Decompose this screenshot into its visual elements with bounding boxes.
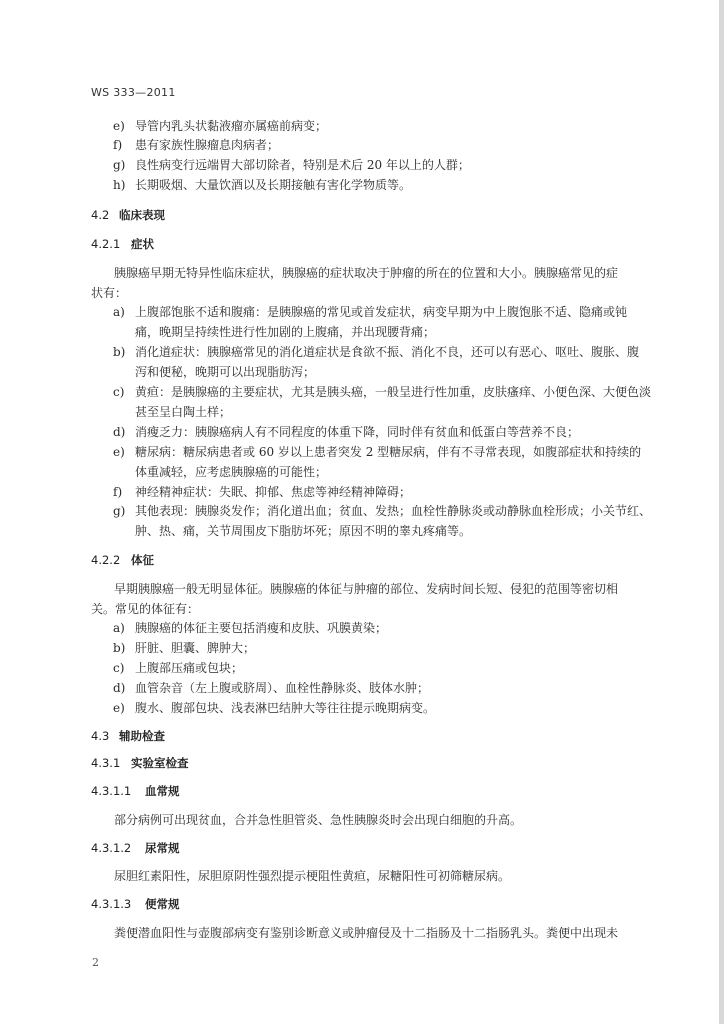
list-item: [113, 503, 651, 519]
section-number: 4.3.1: [91, 756, 121, 770]
item-label: b): [113, 641, 126, 655]
list-item: [113, 344, 639, 360]
item-text: 导管内乳头状黏液瘤亦属癌前病变；: [135, 119, 328, 133]
section-number: 4.2.1: [91, 237, 121, 251]
item-label: e): [113, 119, 125, 133]
list-item-continuation: 肿、热、痛，关节周围皮下脂肪坏死；原因不明的睾丸疼痛等。: [135, 524, 472, 538]
list-item: [113, 137, 279, 153]
running-header: WS 333—2011: [91, 86, 176, 99]
item-label: d): [113, 681, 126, 695]
item-label: g): [113, 504, 126, 518]
section-heading-4-3-1-2: [91, 840, 180, 856]
item-text: 胰腺癌的体征主要包括消瘦和皮肤、巩膜黄染；: [135, 621, 388, 635]
section-number: 4.3.1.2: [91, 841, 132, 855]
paragraph-line: 部分病例可出现贫血，合并急性胆管炎、急性胰腺炎时会出现白细胞的升高。: [114, 813, 523, 827]
section-title: 辅助检查: [119, 729, 165, 743]
list-item: [113, 444, 641, 460]
list-item-continuation: 泻和便秘，晚期可以出现脂肪泻；: [135, 365, 316, 379]
section-number: 4.3.1.3: [91, 897, 132, 911]
paragraph-line: 胰腺癌早期无特异性临床症状，胰腺癌的症状取决于肿瘤的所在的位置和大小。胰腺癌常见的症: [114, 266, 619, 280]
section-number: 4.2: [91, 208, 110, 222]
item-label: b): [113, 345, 126, 359]
list-item: [113, 680, 429, 696]
paragraph-line: 粪便潜血阳性与壶腹部病变有鉴别诊断意义或肿瘤侵及十二指肠及十二指肠乳头。粪便中出现未: [114, 926, 619, 940]
section-title: 临床表现: [119, 208, 165, 222]
list-item: [113, 484, 411, 500]
section-title: 便常规: [145, 897, 180, 911]
list-item: [113, 620, 387, 636]
list-item-continuation: 甚至呈白陶土样；: [135, 405, 232, 419]
section-number: 4.3: [91, 729, 110, 743]
paragraph-line: 早期胰腺癌一般无明显体征。胰腺癌的体征与肿瘤的部位、发病时间长短、侵犯的范围等密切相: [114, 582, 619, 596]
item-label: g): [113, 158, 126, 172]
item-label: d): [113, 425, 126, 439]
item-text: 长期吸烟、大量饮酒以及长期接触有害化学物质等。: [135, 178, 412, 192]
list-item: [113, 157, 470, 173]
list-item: [113, 640, 255, 656]
paragraph-line: 关。常见的体征有：: [91, 602, 200, 616]
section-heading-4-3-1: [91, 755, 189, 771]
list-item: [113, 384, 651, 400]
item-text: 神经精神症状：失眠、抑郁、焦虑等神经精神障碍；: [135, 485, 412, 499]
section-number: 4.2.2: [91, 553, 121, 567]
list-item-continuation: 痛，晚期呈持续性进行性加剧的上腹痛，并出现腰背痛；: [135, 325, 436, 339]
item-label: a): [113, 305, 125, 319]
paragraph-line: 状有：: [91, 286, 128, 300]
item-text: 消瘦乏力：胰腺癌病人有不同程度的体重下降，同时伴有贫血和低蛋白等营养不良；: [135, 425, 580, 439]
section-heading-4-2: [91, 207, 165, 223]
section-title: 实验室检查: [131, 756, 189, 770]
section-heading-4-3: [91, 728, 165, 744]
section-number: 4.3.1.1: [91, 784, 132, 798]
item-text: 黄疸：是胰腺癌的主要症状，尤其是胰头癌，一般呈进行性加重，皮肤瘙痒、小便色深、大便色淡: [135, 385, 652, 399]
list-item: [113, 700, 435, 716]
item-label: f): [113, 138, 123, 152]
item-text: 腹水、腹部包块、浅表淋巴结肿大等往往提示晚期病变。: [135, 701, 436, 715]
item-text: 肝脏、胆囊、脾肿大；: [135, 641, 256, 655]
item-text: 良性病变行远端胃大部切除者，特别是术后 20 年以上的人群；: [135, 158, 470, 172]
item-label: c): [113, 385, 125, 399]
item-label: h): [113, 178, 126, 192]
list-item: [113, 177, 411, 193]
item-text: 其他表现：胰腺炎发作；消化道出血；贫血、发热；血栓性静脉炎或动静脉血栓形成；小关节红、: [135, 504, 652, 518]
item-label: f): [113, 485, 123, 499]
page-number: 2: [92, 956, 99, 969]
item-text: 糖尿病：糖尿病患者或 60 岁以上患者突发 2 型糖尿病，伴有不寻常表现，如腹部症状和持续的: [135, 445, 642, 459]
item-text: 上腹部压痛或包块；: [135, 661, 244, 675]
section-title: 症状: [131, 237, 154, 251]
list-item: [113, 660, 243, 676]
item-text: 消化道症状：胰腺癌常见的消化道症状是食欲不振、消化不良，还可以有恶心、呕吐、腹胀、腹: [135, 345, 640, 359]
item-text: 患有家族性腺瘤息肉病者；: [135, 138, 280, 152]
section-heading-4-3-1-1: [91, 783, 180, 799]
section-heading-4-3-1-3: [91, 896, 180, 912]
item-label: e): [113, 701, 125, 715]
list-item: [113, 424, 579, 440]
section-title: 血常规: [145, 784, 180, 798]
item-label: a): [113, 621, 125, 635]
item-label: c): [113, 661, 125, 675]
item-text: 上腹部饱胀不适和腹痛：是胰腺癌的常见或首发症状，病变早期为中上腹饱胀不适、隐痛或钝: [135, 305, 628, 319]
item-label: e): [113, 445, 125, 459]
list-item-continuation: 体重减轻，应考虑胰腺癌的可能性；: [135, 465, 328, 479]
list-item: [113, 304, 627, 320]
section-title: 尿常规: [145, 841, 180, 855]
page-edge-shadow: [719, 0, 724, 1024]
paragraph-line: 尿胆红素阳性，尿胆原阴性强烈提示梗阻性黄疸，尿糖阳性可初筛糖尿病。: [114, 869, 511, 883]
section-heading-4-2-1: [91, 236, 154, 252]
item-text: 血管杂音（左上腹或脐周）、血栓性静脉炎、肢体水肿；: [135, 681, 430, 695]
section-title: 体征: [131, 553, 154, 567]
section-heading-4-2-2: [91, 552, 154, 568]
list-item: [113, 118, 327, 134]
